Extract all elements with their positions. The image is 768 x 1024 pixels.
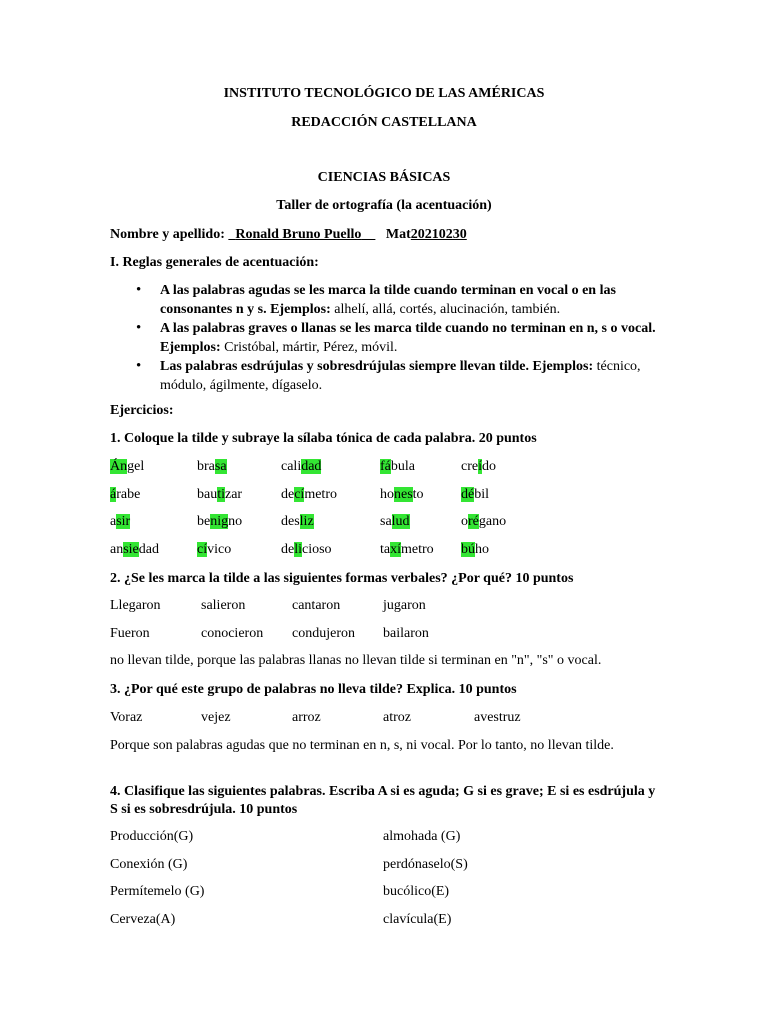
stressed-syllable: sir [116, 514, 131, 529]
q1-title: 1. Coloque la tilde y subraye la sílaba tónica de cada palabra. 20 puntos [110, 431, 537, 446]
syllable-part: do [481, 459, 496, 474]
q1-word [461, 487, 489, 503]
stressed-syllable: li [294, 542, 302, 557]
q1-word [110, 514, 130, 530]
stressed-syllable: cí [197, 542, 208, 557]
q3-answer: Porque son palabras agudas que no terminan en n, s, ni vocal. Por lo tanto, no llevan tilde. [110, 738, 614, 753]
q4-word: bucólico(E) [383, 884, 450, 899]
q1-word [461, 542, 489, 558]
section1-title: I. Reglas generales de acentuación: [110, 255, 319, 270]
stressed-syllable: bú [461, 542, 475, 557]
q3-title: 3. ¿Por qué este grupo de palabras no lleva tilde? Explica. 10 puntos [110, 682, 517, 697]
stressed-syllable: í [478, 459, 482, 474]
q1-word [110, 487, 140, 503]
syllable-part: bula [390, 459, 415, 474]
stressed-syllable: nes [394, 487, 413, 502]
syllable-part: de [281, 487, 295, 502]
q2-answer: no llevan tilde, porque las palabras llanas no llevan tilde si terminan en "n", "s" o vocal. [110, 653, 602, 668]
syllable-part: ta [380, 542, 391, 557]
q1-word [110, 459, 144, 475]
q1-word [461, 514, 506, 530]
subject-title: CIENCIAS BÁSICAS [317, 170, 451, 185]
syllable-part: cioso [302, 542, 332, 557]
workshop-title: Taller de ortografía (la acentuación) [276, 198, 492, 213]
syllable-part: metro [401, 542, 434, 557]
q4-word: perdónaselo(S) [383, 857, 468, 872]
syllable-part: dad [138, 542, 159, 557]
rule-item: • A las palabras graves o llanas se les marca tilde cuando no terminan en n, s o vocal. Ejemplos: Cristóbal, mártir, Pérez, móvil. [110, 319, 670, 357]
q2-title: 2. ¿Se les marca la tilde a las siguientes formas verbales? ¿Por qué? 10 puntos [110, 571, 574, 586]
syllable-part: sa [380, 514, 392, 529]
q3-word: arroz [292, 710, 321, 725]
rule-item: • A las palabras agudas se les marca la tilde cuando terminan en vocal o en las consonantes n y s. Ejemplos: alhelí, allá, cortés, alucinación, también. [110, 281, 670, 319]
stressed-syllable: ré [468, 514, 479, 529]
q1-word [197, 459, 227, 475]
name-label: Nombre y apellido: [110, 227, 225, 242]
q1-word [380, 542, 434, 558]
q1-word [197, 542, 231, 558]
syllable-part: cre [461, 459, 479, 474]
stressed-syllable: lud [391, 514, 410, 529]
q1-word [380, 514, 410, 530]
syllable-part: ho [475, 542, 489, 557]
q1-word [281, 542, 332, 558]
verb-word: bailaron [383, 626, 429, 641]
q1-word [281, 459, 321, 475]
q4-word: Permítemelo (G) [110, 884, 205, 899]
q4-word: almohada (G) [383, 829, 461, 844]
q1-word [461, 459, 496, 475]
q1-word [197, 487, 242, 503]
exercises-label: Ejercicios: [110, 403, 174, 418]
stressed-syllable: Án [110, 459, 128, 474]
syllable-part: rabe [116, 487, 141, 502]
mat-value: 20210230 [410, 227, 467, 242]
stressed-syllable: dad [301, 459, 322, 474]
syllable-part: an [110, 542, 124, 557]
q4-word: Cerveza(A) [110, 912, 176, 927]
syllable-part: bra [197, 459, 215, 474]
institute-title: INSTITUTO TECNOLÓGICO DE LAS AMÉRICAS [223, 86, 545, 101]
syllable-part: gel [127, 459, 145, 474]
syllable-part: metro [304, 487, 337, 502]
verb-word: Fueron [110, 626, 150, 641]
syllable-part: zar [225, 487, 243, 502]
syllable-part: no [228, 514, 243, 529]
syllable-part: to [412, 487, 424, 502]
syllable-part: ho [380, 487, 394, 502]
verb-word: cantaron [292, 598, 341, 613]
rule-item: • Las palabras esdrújulas y sobresdrújulas siempre llevan tilde. Ejemplos: técnico, módulo, ágilmente, dígaselo. [110, 357, 670, 395]
stressed-syllable: nig [210, 514, 229, 529]
stressed-syllable: ti [217, 487, 225, 502]
q4-title: 4. Clasifique las siguientes palabras. Escriba A si es aguda; G si es grave; E si es esdrújula y S si es sobresdrújula. 10 puntos [110, 784, 656, 817]
syllable-part: be [197, 514, 211, 529]
stressed-syllable: sa [214, 459, 227, 474]
syllable-part: a [110, 514, 117, 529]
course-title: REDACCIÓN CASTELLANA [291, 115, 477, 130]
q3-word: atroz [383, 710, 411, 725]
syllable-part: cali [281, 459, 302, 474]
syllable-part: des [281, 514, 300, 529]
student-line [110, 227, 467, 243]
q4-word: Conexión (G) [110, 857, 188, 872]
q3-word: Voraz [110, 710, 143, 725]
q1-word [281, 514, 314, 530]
syllable-part: vico [207, 542, 232, 557]
q4-word: clavícula(E) [383, 912, 452, 927]
syllable-part: bil [474, 487, 489, 502]
q1-word [281, 487, 337, 503]
stressed-syllable: fá [380, 459, 391, 474]
stressed-syllable: á [110, 487, 117, 502]
verb-word: conocieron [201, 626, 264, 641]
q1-word [110, 542, 159, 558]
verb-word: condujeron [292, 626, 355, 641]
syllable-part: bau [197, 487, 218, 502]
q3-word: avestruz [474, 710, 521, 725]
syllable-part: o [461, 514, 468, 529]
verb-word: salieron [201, 598, 246, 613]
stressed-syllable: sie [123, 542, 139, 557]
q1-word [380, 459, 415, 475]
stressed-syllable: cí [294, 487, 305, 502]
q1-word [380, 487, 424, 503]
syllable-part: de [281, 542, 295, 557]
rules-list [110, 281, 670, 395]
q1-word [197, 514, 242, 530]
syllable-part: gano [478, 514, 507, 529]
stressed-syllable: liz [299, 514, 314, 529]
verb-word: jugaron [383, 598, 426, 613]
name-value: Ronald Bruno Puello [235, 227, 362, 242]
stressed-syllable: xí [390, 542, 401, 557]
verb-word: Llegaron [110, 598, 161, 613]
stressed-syllable: dé [461, 487, 475, 502]
q3-word: vejez [201, 710, 231, 725]
mat-label: Mat [385, 227, 411, 242]
q4-word: Producción(G) [110, 829, 194, 844]
